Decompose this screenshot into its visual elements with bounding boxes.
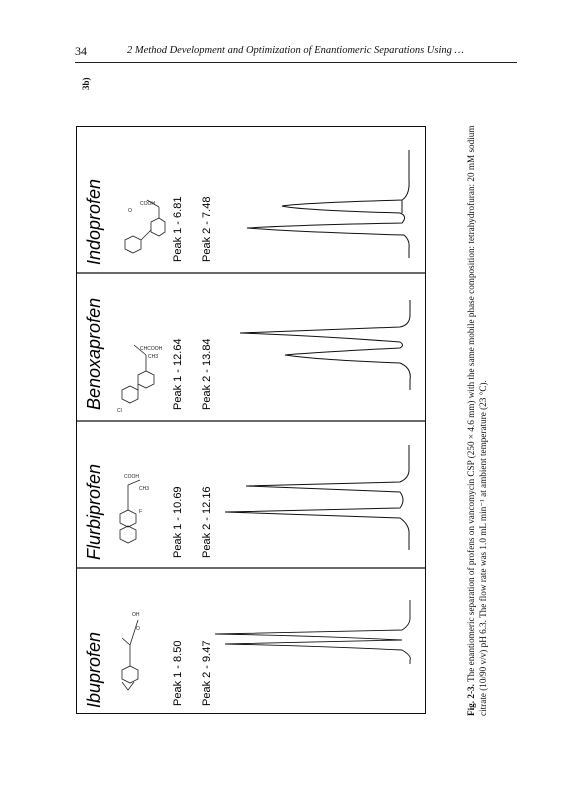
svg-text:O: O (128, 208, 132, 214)
drug-name: Flurbiprofen (84, 463, 104, 560)
drug-name: Benoxaprofen (84, 297, 104, 410)
structure-icon (122, 612, 140, 690)
chromatogram-trace (215, 600, 410, 664)
svg-text:OH: OH (132, 612, 140, 618)
chromatogram-trace (240, 300, 410, 390)
page-number: 34 (75, 44, 87, 58)
caption-label: Fig. 2-3. (466, 684, 476, 716)
svg-text:CH3: CH3 (148, 354, 159, 360)
chromatogram-trace (225, 445, 409, 550)
svg-text:Cl: Cl (117, 408, 122, 414)
peak-label: Peak 1 - 6.81 (172, 196, 184, 262)
svg-text:O: O (136, 626, 140, 632)
peak-label: Peak 2 - 12.16 (201, 486, 213, 558)
svg-text:CH3: CH3 (139, 486, 150, 492)
peak-label: Peak 1 - 10.69 (172, 486, 184, 558)
chromatogram-trace (247, 150, 409, 258)
panel-label: 3b) (81, 77, 91, 90)
structure-icon (125, 200, 165, 253)
caption-text: The enantiomeric separation of profens on vancomycin CSP (250 × 4.6 mm) with the same mobile phase composition: tetrahydrofuran: 20 mM sodium citrate (10/90 v/v) pH 6.3. The flow rate was 1.0 mL min⁻¹ at ambient temperature (23 °C). (466, 125, 488, 716)
peak-label: Peak 1 - 12.64 (172, 338, 184, 410)
figure-caption (466, 116, 489, 716)
running-title: 2 Method Development and Optimization of Enantiomeric Separations Using … (127, 45, 464, 56)
structure-icon (120, 474, 149, 543)
drug-name: Ibuprofen (84, 631, 104, 708)
structure-icon (117, 345, 163, 414)
peak-label: Peak 1 - 8.50 (172, 640, 184, 706)
peak-label: Peak 2 - 13.84 (201, 338, 213, 410)
drug-name: Indoprofen (84, 178, 104, 265)
svg-text:COOH: COOH (140, 201, 155, 207)
peak-label: Peak 2 - 7.48 (201, 196, 213, 262)
peak-label: Peak 2 - 9.47 (201, 640, 213, 706)
svg-text:F: F (139, 509, 143, 515)
svg-text:COOH: COOH (124, 474, 139, 480)
svg-text:CHCOOH: CHCOOH (140, 346, 163, 352)
